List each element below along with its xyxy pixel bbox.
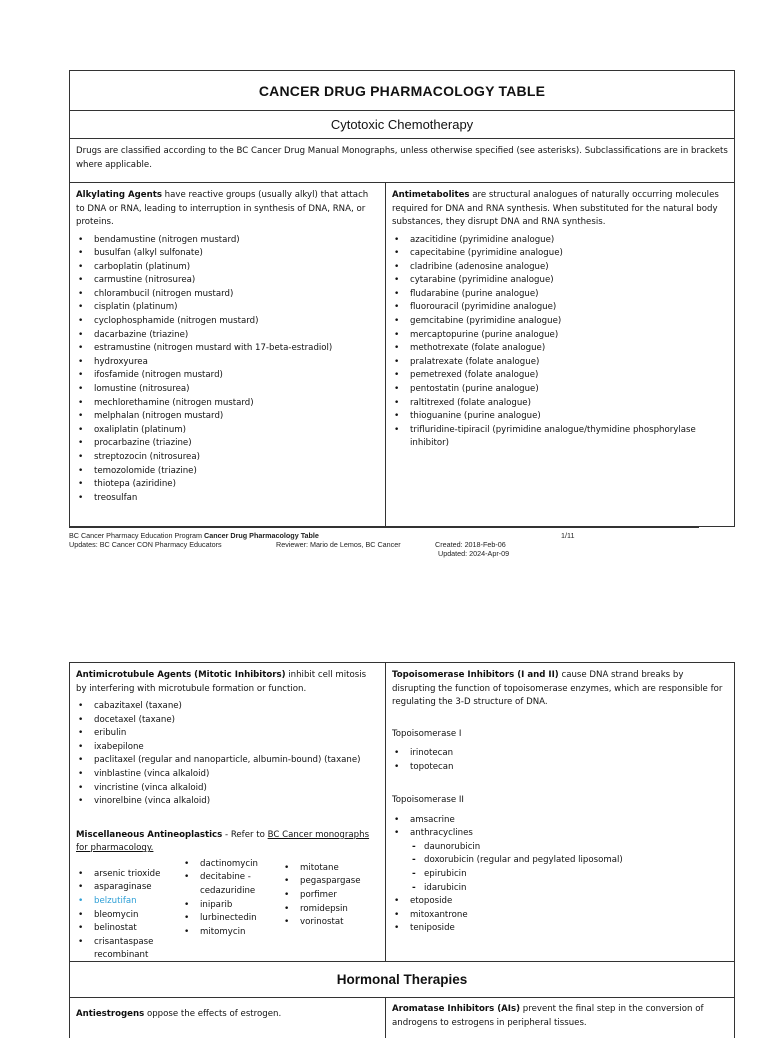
list-item: • cyclophosphamide (nitrogen mustard) <box>76 315 379 329</box>
misc-drug-columns <box>76 858 379 963</box>
list-item: • etoposide <box>392 895 728 909</box>
list-item: • ifosfamide (nitrogen mustard) <box>76 369 379 383</box>
list-item: • anthracyclines <box>392 827 728 841</box>
antimicrotubule-cell <box>70 663 386 961</box>
antimicrotubule-desc: Antimicrotubule Agents (Mitotic Inhibitors) inhibit cell mitosis by interfering with microtubule formation or function. <box>76 670 367 694</box>
list-item: • trifluridine-tipiracil (pyrimidine analogue/thymidine phosphorylase inhibitor) <box>392 424 728 451</box>
two-column-row <box>70 663 734 962</box>
topo-1-label: Topoisomerase I <box>392 728 462 739</box>
list-item: • bleomycin <box>76 909 182 923</box>
list-item: - idarubicin <box>392 882 728 896</box>
list-item: • mechlorethamine (nitrogen mustard) <box>76 397 379 411</box>
topo-desc: Topoisomerase Inhibitors (I and II) cause DNA strand breaks by disrupting the function of topoisomerase enzymes, which are responsible for regulating the 3-D structure of DNA. <box>392 670 723 707</box>
list-item: • carmustine (nitrosurea) <box>76 274 379 288</box>
list-item: • thioguanine (purine analogue) <box>392 410 728 424</box>
alkylating-heading: Alkylating Agents <box>76 190 162 200</box>
footer-updated: Updated: 2024-Apr-09 <box>438 549 510 558</box>
list-item: • mitomycin <box>182 926 282 940</box>
aromatase-cell <box>386 998 734 1038</box>
footer-page-number: 1/11 <box>561 531 575 540</box>
list-item: • methotrexate (folate analogue) <box>392 342 728 356</box>
list-item: • mercaptopurine (purine analogue) <box>392 329 728 343</box>
topoisomerase-cell <box>386 663 734 961</box>
antimicrotubule-list <box>76 700 379 809</box>
list-item: • treosulfan <box>76 492 379 506</box>
list-item: • ixabepilone <box>76 741 379 755</box>
list-item: • gemcitabine (pyrimidine analogue) <box>392 315 728 329</box>
list-item: • dactinomycin <box>182 858 282 872</box>
list-item: • eribulin <box>76 727 379 741</box>
list-item: • raltitrexed (folate analogue) <box>392 397 728 411</box>
drug-table-page-1 <box>69 70 735 527</box>
list-item: • azacitidine (pyrimidine analogue) <box>392 234 728 248</box>
list-item: • estramustine (nitrogen mustard with 17-beta-estradiol) <box>76 342 379 356</box>
footer-reviewer: Reviewer: Mario de Lemos, BC Cancer <box>276 540 401 549</box>
misc-col-3 <box>282 862 372 963</box>
list-item: • cabazitaxel (taxane) <box>76 700 379 714</box>
footer-program: BC Cancer Pharmacy Education Program Cancer Drug Pharmacology Table <box>69 531 319 540</box>
misc-col-2 <box>182 858 282 963</box>
list-item: • chlorambucil (nitrogen mustard) <box>76 288 379 302</box>
list-item: • streptozocin (nitrosurea) <box>76 451 379 465</box>
monographs-link[interactable]: BC Cancer monographs for pharmacology. <box>76 829 370 854</box>
list-item: • fluorouracil (pyrimidine analogue) <box>392 301 728 315</box>
topo-2-label: Topoisomerase II <box>392 795 464 806</box>
misc-desc: Miscellaneous Antineoplastics - Refer to BC Cancer monographs for pharmacology. <box>76 829 370 854</box>
list-item: - daunorubicin <box>392 841 728 855</box>
list-item: • temozolomide (triazine) <box>76 465 379 479</box>
list-item: • irinotecan <box>392 747 728 761</box>
antimicrotubule-heading: Antimicrotubule Agents (Mitotic Inhibitors) <box>76 670 286 680</box>
list-item: • asparaginase <box>76 881 182 895</box>
topo-1-list <box>392 747 728 774</box>
list-item: • fludarabine (purine analogue) <box>392 288 728 302</box>
list-item: • carboplatin (platinum) <box>76 261 379 275</box>
antiestrogens-cell <box>70 998 386 1038</box>
list-item: • amsacrine <box>392 814 728 828</box>
topo-2-list <box>392 814 728 936</box>
section-title-hormonal: Hormonal Therapies <box>70 962 734 998</box>
list-item: • capecitabine (pyrimidine analogue) <box>392 247 728 261</box>
antimetabolites-list <box>392 234 728 452</box>
intro-text: Drugs are classified according to the BC Cancer Drug Manual Monographs, unless otherwise specified (see asterisks). Subclassifications are in brackets where applicable. <box>70 139 734 183</box>
list-item: • vinorelbine (vinca alkaloid) <box>76 795 379 809</box>
antiestrogens-heading: Antiestrogens <box>76 1009 145 1019</box>
list-item: • mitoxantrone <box>392 909 728 923</box>
list-item: • docetaxel (taxane) <box>76 714 379 728</box>
list-item: • romidepsin <box>282 903 372 917</box>
alkylating-list <box>76 234 379 506</box>
alkylating-agents-cell <box>70 183 386 526</box>
list-item: • dacarbazine (triazine) <box>76 329 379 343</box>
alkylating-desc: Alkylating Agents have reactive groups (usually alkyl) that attach to DNA or RNA, leading to interruption in synthesis of DNA, RNA, or proteins. <box>76 190 369 227</box>
list-item: • porfimer <box>282 889 372 903</box>
antimetabolites-desc: Antimetabolites are structural analogues of naturally occurring molecules required for DNA and RNA synthesis. When substituted for the natural body substances, they disrupt DNA and RNA synthesis. <box>392 190 719 227</box>
antimetabolites-heading: Antimetabolites <box>392 190 470 200</box>
misc-col-1 <box>76 868 182 963</box>
aromatase-desc: Aromatase Inhibitors (AIs) prevent the final step in the conversion of androgens to estrogens in peripheral tissues. <box>392 1004 704 1028</box>
list-item: • hydroxyurea <box>76 356 379 370</box>
footer-updates: Updates: BC Cancer CON Pharmacy Educators <box>69 540 222 549</box>
page-footer <box>69 527 699 558</box>
section-title-cytotoxic: Cytotoxic Chemotherapy <box>70 111 734 139</box>
topo-heading: Topoisomerase Inhibitors (I and II) <box>392 670 559 680</box>
list-item: • pralatrexate (folate analogue) <box>392 356 728 370</box>
antimetabolites-cell <box>386 183 734 526</box>
list-item: • topotecan <box>392 761 728 775</box>
list-item: • lomustine (nitrosurea) <box>76 383 379 397</box>
list-item: • teniposide <box>392 922 728 936</box>
list-item: • thiotepa (aziridine) <box>76 478 379 492</box>
list-item: • pegaspargase <box>282 875 372 889</box>
list-item: • cytarabine (pyrimidine analogue) <box>392 274 728 288</box>
drug-table-page-2 <box>69 662 735 1038</box>
list-item: • paclitaxel (regular and nanoparticle, albumin-bound) (taxane) <box>76 754 379 768</box>
list-item: • mitotane <box>282 862 372 876</box>
list-item: • oxaliplatin (platinum) <box>76 424 379 438</box>
list-item: • decitabine - cedazuridine <box>182 871 282 898</box>
list-item: • vincristine (vinca alkaloid) <box>76 782 379 796</box>
list-item: • vorinostat <box>282 916 372 930</box>
list-item: • belzutifan <box>76 895 182 909</box>
list-item: • lurbinectedin <box>182 912 282 926</box>
list-item: • pentostatin (purine analogue) <box>392 383 728 397</box>
list-item: • cisplatin (platinum) <box>76 301 379 315</box>
list-item: - doxorubicin (regular and pegylated liposomal) <box>392 854 728 868</box>
antiestrogens-desc: Antiestrogens oppose the effects of estrogen. <box>76 1009 282 1019</box>
list-item: • vinblastine (vinca alkaloid) <box>76 768 379 782</box>
aromatase-heading: Aromatase Inhibitors (AIs) <box>392 1004 521 1014</box>
list-item: • procarbazine (triazine) <box>76 437 379 451</box>
list-item: • melphalan (nitrogen mustard) <box>76 410 379 424</box>
two-column-row <box>70 998 734 1038</box>
list-item: - epirubicin <box>392 868 728 882</box>
table-title: CANCER DRUG PHARMACOLOGY TABLE <box>70 71 734 111</box>
list-item: • busulfan (alkyl sulfonate) <box>76 247 379 261</box>
list-item: • crisantaspase recombinant <box>76 936 182 963</box>
list-item: • bendamustine (nitrogen mustard) <box>76 234 379 248</box>
list-item: • pemetrexed (folate analogue) <box>392 369 728 383</box>
list-item: • belinostat <box>76 922 182 936</box>
list-item: • cladribine (adenosine analogue) <box>392 261 728 275</box>
two-column-row <box>70 183 734 526</box>
footer-created: Created: 2018-Feb-06 <box>435 540 506 549</box>
list-item: • iniparib <box>182 899 282 913</box>
list-item: • arsenic trioxide <box>76 868 182 882</box>
misc-heading: Miscellaneous Antineoplastics <box>76 829 223 840</box>
